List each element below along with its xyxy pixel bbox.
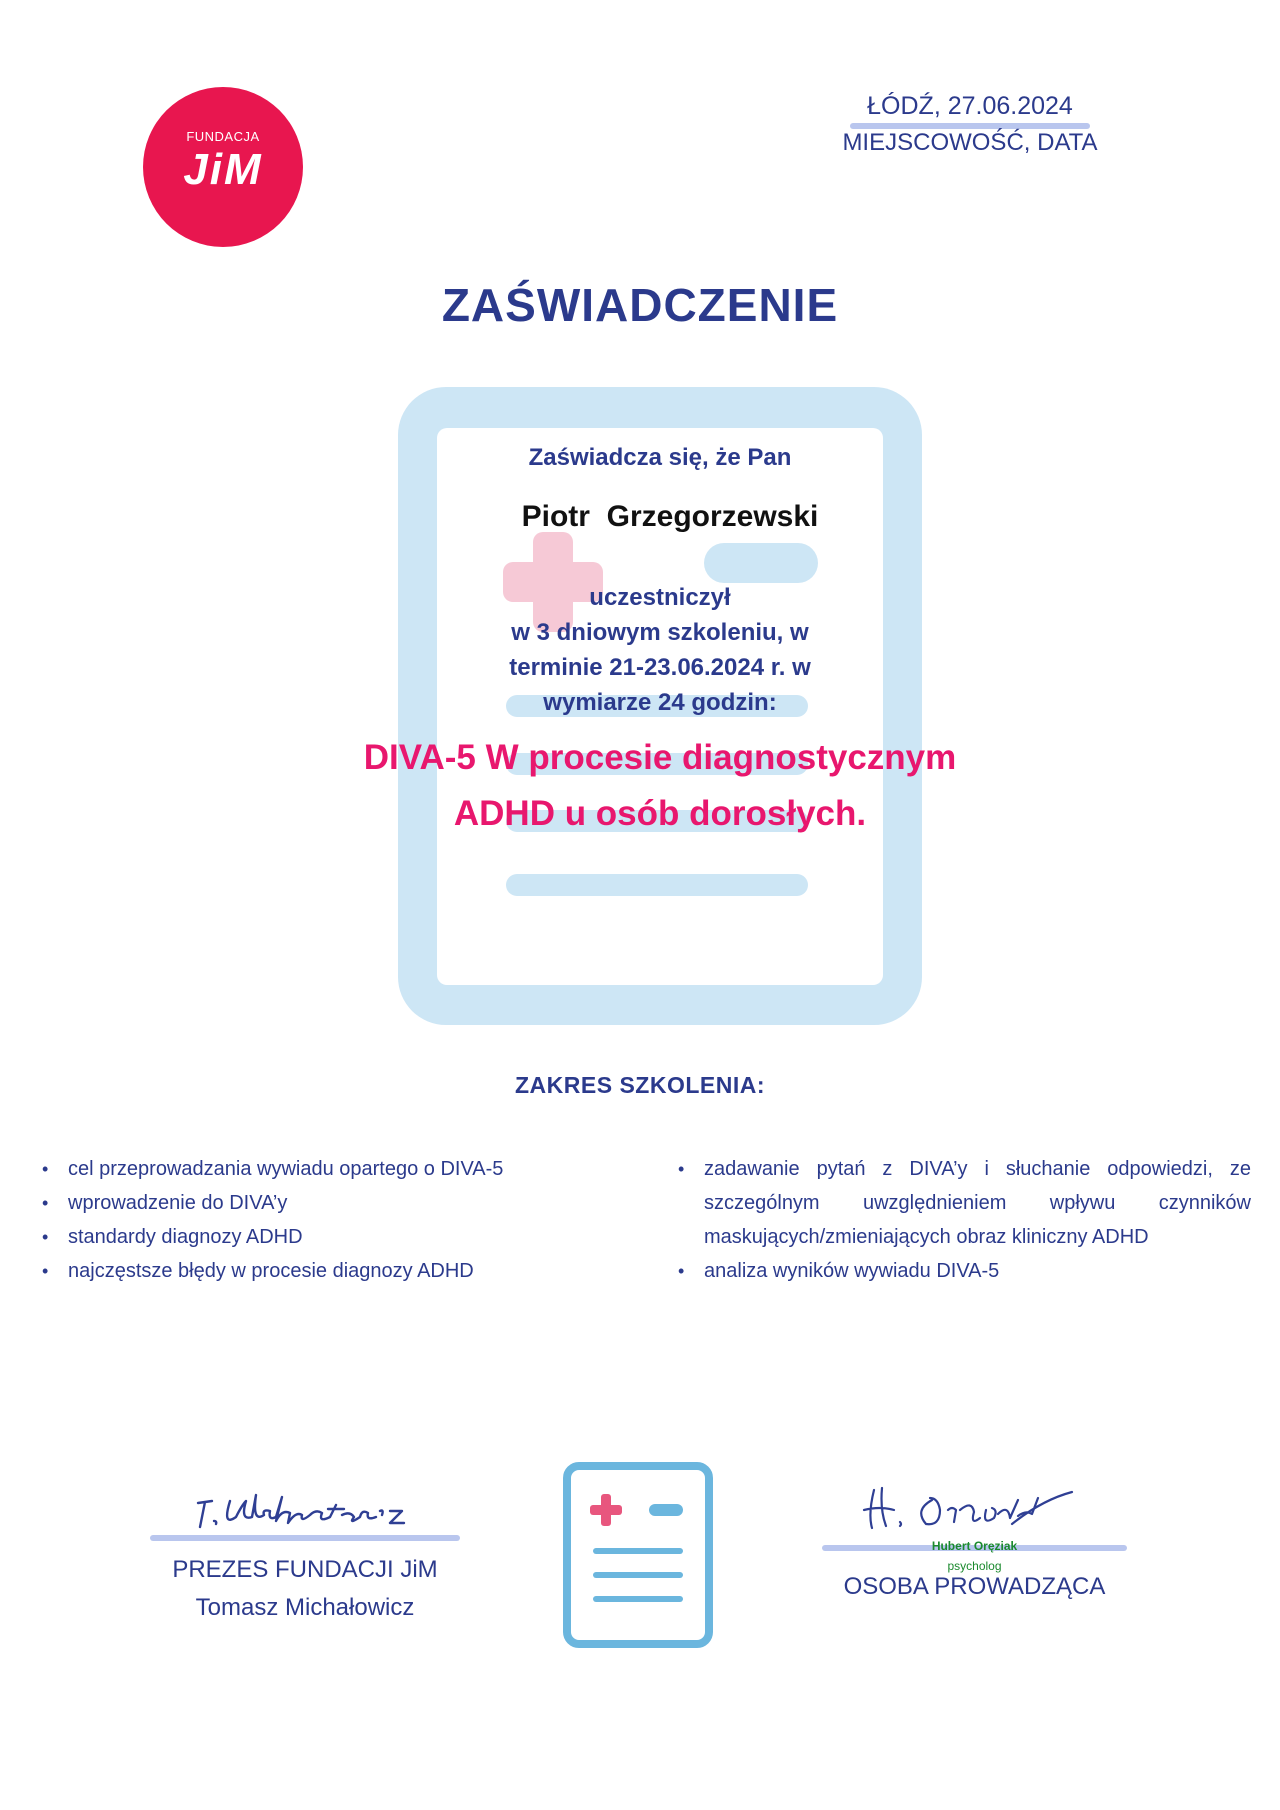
certificate-body bbox=[440, 580, 880, 720]
scope-item: • wprowadzenie do DIVA’y bbox=[40, 1186, 630, 1220]
instructor-signature-block bbox=[822, 1470, 1127, 1601]
scope-list-right bbox=[676, 1152, 1251, 1288]
illustration-line bbox=[506, 874, 808, 896]
logo-text-jim: JiM bbox=[183, 145, 263, 194]
certificate-body-line: uczestniczył bbox=[589, 584, 731, 611]
place-date-block bbox=[820, 92, 1120, 157]
scope-list-left bbox=[40, 1152, 630, 1288]
place-date-value: ŁÓDŹ, 27.06.2024 bbox=[867, 92, 1073, 120]
scope-item: • zadawanie pytań z DIVA’y i słuchanie odpowiedzi, ze szczególnym uwzględnieniem wpływu czynników maskujących/zmieniających obraz kliniczny ADHD bbox=[676, 1152, 1251, 1254]
course-title bbox=[240, 730, 1080, 842]
scope-item: • analiza wyników wywiadu DIVA-5 bbox=[676, 1254, 1251, 1288]
president-title: PREZES FUNDACJI JiM bbox=[172, 1556, 438, 1583]
scope-title: ZAKRES SZKOLENIA: bbox=[515, 1072, 765, 1098]
participant-name: Piotr Grzegorzewski bbox=[521, 500, 819, 533]
stamp-title: psycholog bbox=[947, 1559, 1002, 1573]
logo-text-foundation: FUNDACJA bbox=[186, 129, 260, 144]
scope-item: • standardy diagnozy ADHD bbox=[40, 1220, 630, 1254]
place-date-caption: MIEJSCOWOŚĆ, DATA bbox=[842, 129, 1098, 156]
certificate-intro: Zaświadcza się, że Pan bbox=[528, 444, 792, 471]
illustration-pill bbox=[704, 543, 818, 583]
scope-item: • cel przeprowadzania wywiadu opartego o DIVA-5 bbox=[40, 1152, 630, 1186]
document-icon bbox=[563, 1462, 713, 1648]
handwritten-signature-left bbox=[150, 1475, 460, 1535]
president-role bbox=[150, 1551, 460, 1627]
foundation-logo bbox=[143, 87, 303, 247]
course-title-line: DIVA-5 W procesie diagnostycznym bbox=[363, 738, 957, 777]
certificate-body-line: terminie 21-23.06.2024 r. w bbox=[509, 654, 811, 681]
signature-line bbox=[150, 1535, 460, 1541]
president-name: Tomasz Michałowicz bbox=[195, 1594, 415, 1621]
stamp-name: Hubert Oręziak bbox=[931, 1539, 1018, 1553]
certificate-body-line: wymiarze 24 godzin: bbox=[543, 689, 777, 716]
instructor-role: OSOBA PROWADZĄCA bbox=[843, 1573, 1106, 1600]
president-signature-block bbox=[150, 1475, 460, 1627]
course-title-line: ADHD u osób dorosłych. bbox=[453, 794, 867, 833]
scope-item: • najczęstsze błędy w procesie diagnozy ADHD bbox=[40, 1254, 630, 1288]
handwritten-signature-right bbox=[822, 1470, 1127, 1540]
certificate-body-line: w 3 dniowym szkoleniu, w bbox=[511, 619, 809, 646]
page-title: ZAŚWIADCZENIE bbox=[441, 279, 839, 331]
